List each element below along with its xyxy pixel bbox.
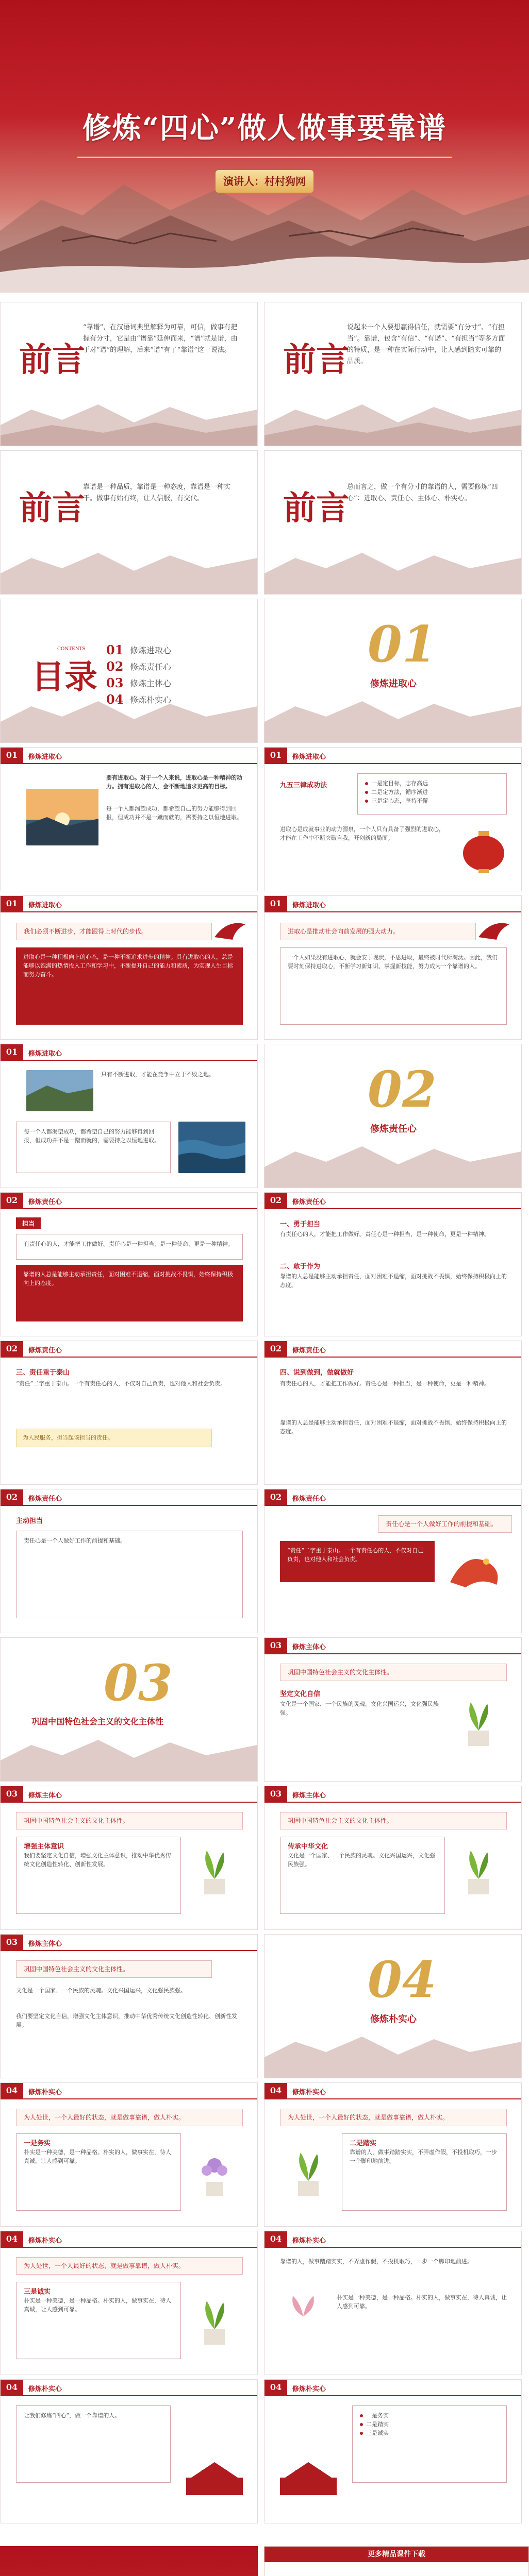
section-title: 修炼朴实心 [370, 2014, 417, 2025]
slide-header-number: 02 [264, 1341, 287, 1357]
s2-quote: 责任心是一个人做好工作的前提和基础。 [378, 1515, 512, 1533]
s3-quote: 巩固中国特色社会主义的文化主体性。 [280, 1812, 507, 1829]
s1-intro: 要有进取心。对于一个人来说，进取心是一种精神的动力。拥有进取心的人，会不断地追求更高的目标。 [106, 774, 242, 790]
s1-quote: 我们必须不断进步，才能跟得上时代的步伐。 [16, 923, 212, 940]
slide-s2-a [0, 1192, 258, 1336]
slide-header-number: 04 [264, 2231, 287, 2247]
section-number: 01 [368, 615, 437, 673]
slide-header-number: 04 [264, 2083, 287, 2098]
slide-header-label: 修炼朴实心 [292, 2237, 326, 2245]
preface-heading: 前言 [19, 489, 85, 528]
s2-tag: 担当 [16, 1217, 41, 1229]
slide-s4-c [0, 2231, 258, 2375]
s3-sub-title: 传承中华文化 [288, 1843, 328, 1851]
s2-outline-box: 有责任心的人，才能把工作做好。责任心是一种担当，是一种使命，更是一种精神。 [16, 1234, 243, 1260]
slide-header [264, 2231, 521, 2248]
slide-header-label: 修炼主体心 [292, 1643, 326, 1651]
s2-sub-title: 四、说到做到，做就做好 [280, 1369, 354, 1377]
slide-header-number: 03 [264, 1638, 287, 1653]
slide-header-label: 修炼进取心 [28, 902, 62, 909]
s3-outline-box [280, 1837, 445, 1914]
toc-list [106, 641, 171, 707]
s3-sub-title: 坚定文化自信 [280, 1690, 321, 1698]
slide-header-label: 修炼朴实心 [28, 2089, 62, 2096]
bullet-item: 二是定方法，循序渐进 [365, 788, 499, 796]
slide-s1-e [0, 1044, 258, 1188]
section-title: 修炼进取心 [370, 679, 417, 689]
slide-header-label: 修炼朴实心 [292, 2089, 326, 2096]
dragon-illustration-icon [445, 1541, 507, 1592]
cover-banner [0, 0, 529, 293]
s3-quote: 巩固中国特色社会主义的文化主体性。 [16, 1960, 212, 1978]
slide-header-number: 02 [1, 1489, 23, 1505]
red-bird-icon [476, 917, 512, 947]
slide-toc [0, 599, 258, 743]
slide-s1-d [264, 895, 522, 1040]
slide-preface-4 [264, 450, 522, 595]
slide-section-02 [264, 1044, 522, 1188]
slide-s2-b [264, 1192, 522, 1336]
tiananmen-silhouette-icon [275, 2442, 342, 2498]
slide-header-label: 修炼责任心 [292, 1347, 326, 1354]
slide-header [264, 2083, 521, 2099]
slide-preface-3 [0, 450, 258, 595]
bullet-item: 一是务实 [360, 2411, 499, 2420]
slide-header-label: 修炼进取心 [28, 1050, 62, 1058]
slide-header-number: 01 [1, 748, 23, 763]
s3-text: 我们要坚定文化自信，增强文化主体意识，推动中华优秀传统文化创造性转化、创新性发展。 [16, 2013, 237, 2028]
tiananmen-silhouette-icon [181, 2442, 248, 2498]
slide-preface-1 [0, 302, 258, 446]
bullet-item: 二是踏实 [360, 2420, 499, 2429]
slide-s4-b [264, 2082, 522, 2227]
s4-quote: 为人处世，一个人最好的状态，就是做事靠谱，做人朴实。 [16, 2109, 243, 2126]
cover-title: 修炼“四心”做人做事要靠谱 [82, 111, 447, 145]
lotus-icon [280, 2288, 326, 2319]
slide-header-number: 03 [1, 1935, 23, 1950]
s3-text: 文化是一个国家、一个民族的灵魂。文化兴国运兴，文化强民族强。 [280, 1701, 439, 1716]
slide-header [264, 2380, 521, 2396]
s4-sub-title: 一是务实 [24, 2140, 51, 2147]
slide-header-label: 修炼进取心 [28, 753, 62, 761]
s2-sub-title: 三、责任重于泰山 [16, 1369, 70, 1377]
s4-sub-title: 三是诚实 [24, 2288, 51, 2296]
coast-photo [26, 1070, 93, 1111]
slide-thanks [0, 2546, 258, 2576]
section-number: 04 [368, 1951, 437, 2009]
toc-item-4[interactable] [106, 691, 171, 707]
s3-text: 文化是一个国家、一个民族的灵魂。文化兴国运兴，文化强民族强。 [288, 1852, 435, 1868]
cover-divider [77, 157, 452, 158]
s2-text: “责任”二字重于泰山。一个有责任心的人，不仅对自己负责，也对他人和社会负责。 [16, 1380, 226, 1387]
section-number: 03 [104, 1654, 173, 1712]
slide-preface-2 [264, 302, 522, 446]
toc-heading: 目录 [31, 658, 97, 697]
slide-s3-d [0, 1934, 258, 2078]
cover-speaker-badge: 演讲人：村村狗网 [216, 170, 313, 193]
s4-outline-box [16, 2282, 181, 2359]
slide-header-label: 修炼责任心 [292, 1495, 326, 1503]
s4-outline-box [16, 2133, 181, 2211]
slide-header-label: 修炼主体心 [28, 1940, 62, 1948]
s4-quote: 为人处世，一个人最好的状态，就是做事靠谱，做人朴实。 [280, 2109, 507, 2126]
s2-outline-box: 责任心是一个人做好工作的前提和基础。 [16, 1531, 243, 1618]
bullet-item: 一是定目标，志存高远 [365, 779, 499, 788]
ocean-waves-photo [178, 1122, 245, 1173]
slide-header [1, 748, 257, 764]
slide-s4-d [264, 2231, 522, 2375]
s4-text: 靠谱的人，做事踏踏实实，不弄虚作假，不投机取巧，一步一个脚印地前进。 [350, 2149, 497, 2164]
s4-text: 靠谱的人，做事踏踏实实，不弄虚作假，不投机取巧，一步一个脚印地前进。 [280, 2258, 473, 2265]
s4-outline-box [352, 2405, 507, 2483]
slide-header [264, 896, 521, 912]
slide-header-number: 01 [1, 896, 23, 911]
mountain-decoration [264, 686, 521, 742]
s2-text: 靠谱的人总是能够主动承担责任，面对困难不退缩，面对挑战不畏惧，始终保持积极向上的态度。 [280, 1273, 507, 1289]
slide-header-number: 03 [1, 1786, 23, 1802]
red-bird-icon [212, 917, 248, 947]
s3-quote: 巩固中国特色社会主义的文化主体性。 [16, 1812, 243, 1829]
s1-quote: 进取心是推动社会向前发展的强大动力。 [280, 923, 476, 940]
s2-text: 有责任心的人，才能把工作做好。责任心是一种担当，是一种使命，更是一种精神。 [280, 1380, 490, 1387]
flower-pot-icon [191, 2150, 238, 2201]
slide-header-number: 02 [1, 1341, 23, 1357]
toc-item-label: 修炼责任心 [130, 662, 172, 672]
section-number: 02 [368, 1060, 437, 1118]
lantern-illustration-icon [455, 825, 512, 876]
slide-header-number: 04 [264, 2380, 287, 2395]
mountain-decoration [264, 389, 521, 446]
s1-bullet-box [357, 773, 507, 815]
s4-text: 朴实是一种美德，是一种品格。朴实的人，做事实在，待人真诚，让人感到可靠。 [24, 2297, 171, 2313]
s4-text: 朴实是一种美德，是一种品格。朴实的人，做事实在，待人真诚，让人感到可靠。 [24, 2149, 171, 2164]
mountain-decoration [264, 537, 521, 594]
toc-item-number: 02 [106, 658, 124, 674]
s2-text: 有责任心的人，才能把工作做好。责任心是一种担当，是一种使命，更是一种精神。 [280, 1231, 490, 1238]
mountain-decoration [1, 1724, 257, 1781]
slide-header-label: 修炼责任心 [28, 1347, 62, 1354]
slide-header [1, 2380, 257, 2396]
slide-section-01 [264, 599, 522, 743]
slide-s2-d [264, 1341, 522, 1485]
toc-subheading: CONTENTS [57, 647, 86, 652]
slide-header [1, 1193, 257, 1209]
slide-s4-f [264, 2379, 522, 2523]
s3-text: 文化是一个国家、一个民族的灵魂。文化兴国运兴，文化强民族强。 [16, 1987, 186, 1994]
slide-header-number: 03 [264, 1786, 287, 1802]
preface-heading: 前言 [19, 341, 85, 379]
slide-s4-a [0, 2082, 258, 2227]
preface-text: 说起来一个人要想赢得信任，就需要“有分寸”、“有担当”。靠谱，包含“有信”、“有诺”、“有担当”等多方面的特质，是一种在实际行动中，让人感到踏实可靠的品质。 [347, 324, 505, 365]
plant-pot-icon [285, 2150, 332, 2201]
slide-header [1, 1935, 257, 1951]
slide-header-label: 修炼进取心 [292, 753, 326, 761]
s2-sub-title: 二、敢于作为 [280, 1263, 321, 1270]
s3-quote: 巩固中国特色社会主义的文化主体性。 [280, 1664, 507, 1681]
s3-sub-title: 增强主体意识 [24, 1843, 64, 1851]
slide-s1-a [0, 747, 258, 891]
s2-sub-title: 一、勇于担当 [280, 1221, 321, 1228]
s1-red-box: 进取心是一种积极向上的心态，是一种不断追求进步的精神。具有进取心的人，总是能够以饱满的热情投入工作和学习中，不断提升自己的能力和素质，为实现人生目标而努力奋斗。 [16, 947, 243, 1025]
slide-header [1, 1786, 257, 1803]
s4-outline-box [342, 2133, 507, 2211]
section-title: 巩固中国特色社会主义的文化主体性 [31, 1717, 164, 1726]
slide-s3-b [0, 1786, 258, 1930]
slide-s3-a [264, 1637, 522, 1782]
preface-heading: 前言 [283, 341, 349, 379]
slide-header-label: 修炼朴实心 [28, 2237, 62, 2245]
slide-s1-c [0, 895, 258, 1040]
download-ad-panel [264, 2546, 529, 2576]
mountain-decoration [264, 2021, 521, 2078]
slide-s3-c [264, 1786, 522, 1930]
bullet-item: 三是定心态，坚持不懈 [365, 796, 499, 805]
toc-item-number: 03 [106, 675, 124, 690]
slide-s2-e [0, 1489, 258, 1633]
mountain-decoration [264, 1131, 521, 1188]
s1-text: 每一个人都渴望成功，都希望自己的努力能够得到回报，但成功并不是一蹴而就的，需要持之以恒地进取。 [106, 805, 242, 821]
mountain-decoration [1, 389, 257, 446]
preface-heading: 前言 [283, 489, 349, 528]
toc-item-number: 01 [106, 642, 124, 657]
plant-pot-icon [191, 2298, 238, 2350]
bullet-item: 三是诚实 [360, 2429, 499, 2437]
slide-header-label: 修炼朴实心 [28, 2385, 62, 2393]
slide-header-number: 02 [1, 1193, 23, 1208]
s3-outline-box [16, 1837, 181, 1914]
section-title: 修炼责任心 [370, 1124, 417, 1134]
slide-header [264, 1193, 521, 1209]
s4-outline-box: 让我们修炼“四心”，做一个靠谱的人。 [16, 2405, 171, 2483]
s4-quote: 为人处世，一个人最好的状态，就是做事靠谱，做人朴实。 [16, 2257, 243, 2275]
slide-header-label: 修炼责任心 [28, 1495, 62, 1503]
slide-header-number: 01 [1, 1044, 23, 1060]
slide-header-number: 02 [264, 1193, 287, 1208]
s1-text2: 进取心是成就事业的动力源泉，一个人只有具备了强烈的进取心，才能在工作中不断突破自我，开创新的局面。 [280, 826, 444, 841]
s2-highlight-box: 为人民服务，担当起该担当的责任。 [16, 1429, 212, 1447]
slide-s2-f [264, 1489, 522, 1633]
toc-item-3[interactable] [106, 674, 171, 691]
slide-header-number: 02 [264, 1489, 287, 1505]
slide-header [1, 1044, 257, 1061]
slide-header [1, 1489, 257, 1506]
slide-header-number: 04 [1, 2380, 23, 2395]
s1-bubble-title: 九五三律成功法 [280, 782, 327, 789]
s2-red-box: 靠谱的人总是能够主动承担责任，面对困难不退缩，面对挑战不畏惧，始终保持积极向上的态度。 [16, 1265, 243, 1321]
slide-header [1, 1341, 257, 1358]
slide-header-label: 修炼朴实心 [292, 2385, 326, 2393]
preface-text: 总而言之，做一个有分寸的靠谱的人，需要修炼“四心”：进取心、责任心、主体心、朴实心。 [347, 483, 498, 502]
slide-header-number: 04 [1, 2231, 23, 2247]
preface-text: “靠谱”，在汉语词典里解释为可靠，可信，做事有把握有分寸，它是由“谱靠”延伸而来，“谱”就是谱，由于对“谱”的理解，后来“谱”有了“靠谱”这一说法。 [83, 324, 238, 354]
slide-header [1, 896, 257, 912]
toc-item-number: 04 [106, 691, 124, 707]
mountain-decoration [1, 537, 257, 594]
slide-header [264, 1341, 521, 1358]
slide-header-number: 01 [264, 896, 287, 911]
slide-header-number: 01 [264, 748, 287, 763]
slide-header-label: 修炼主体心 [292, 1792, 326, 1800]
slide-s1-b [264, 747, 522, 891]
ad-title: 更多精品课件下载 [264, 2547, 528, 2562]
great-wall-mountains [0, 138, 529, 293]
s3-text: 我们要坚定文化自信，增强文化主体意识，推动中华优秀传统文化创造性转化、创新性发展。 [24, 1852, 171, 1868]
s2-sub-title: 主动担当 [16, 1517, 43, 1525]
preface-text: 靠谱是一种品质，靠谱是一种态度，靠谱是一种实干。做事有始有终，让人信服，有交代。 [83, 483, 231, 502]
sunset-sea-photo [26, 789, 98, 845]
slide-s4-e [0, 2379, 258, 2523]
s1-outline-box: 一个人如果没有进取心，就会安于现状，不思进取，最终被时代所淘汰。因此，我们要时刻保持进取心，不断学习新知识、掌握新技能，努力成为一个靠谱的人。 [280, 947, 507, 1025]
slide-header [264, 1786, 521, 1803]
s1-outline-box-2: 每一个人都渴望成功，都希望自己的努力能够得到回报，但成功并不是一蹴而就的，需要持之以恒地进取。 [16, 1122, 171, 1173]
s2-text: 靠谱的人总是能够主动承担责任，面对困难不退缩，面对挑战不畏惧，始终保持积极向上的态度。 [280, 1419, 507, 1435]
plant-pot-icon [191, 1848, 238, 1900]
s4-text: 朴实是一种美德，是一种品格。朴实的人，做事实在，待人真诚，让人感到可靠。 [337, 2294, 507, 2310]
slide-header [264, 1489, 521, 1506]
slide-header [1, 2231, 257, 2248]
slide-s2-c [0, 1341, 258, 1485]
slide-header-label: 修炼责任心 [28, 1198, 62, 1206]
s2-red-box: “责任”二字重于泰山。一个有责任心的人，不仅对自己负责，也对他人和社会负责。 [280, 1541, 435, 1582]
slide-header-label: 修炼责任心 [292, 1198, 326, 1206]
slide-header-label: 修炼主体心 [28, 1792, 62, 1800]
slide-header [1, 2083, 257, 2099]
s1-photo-caption: 只有不断进取，才能在竞争中立于不败之地。 [101, 1071, 214, 1078]
toc-item-label: 修炼朴实心 [130, 694, 172, 705]
toc-item-2[interactable] [106, 658, 171, 674]
slide-header-number: 04 [1, 2083, 23, 2098]
slide-section-04 [264, 1934, 522, 2078]
plant-pot-icon [455, 1700, 502, 1751]
s4-sub-title: 二是踏实 [350, 2140, 377, 2147]
toc-item-label: 修炼主体心 [130, 678, 172, 688]
toc-item-1[interactable] [106, 641, 171, 658]
slide-header-label: 修炼进取心 [292, 902, 326, 909]
slide-header [264, 1638, 521, 1654]
plant-pot-icon [455, 1848, 502, 1900]
slide-section-03 [0, 1637, 258, 1782]
toc-item-label: 修炼进取心 [130, 645, 172, 655]
slide-header [264, 748, 521, 764]
